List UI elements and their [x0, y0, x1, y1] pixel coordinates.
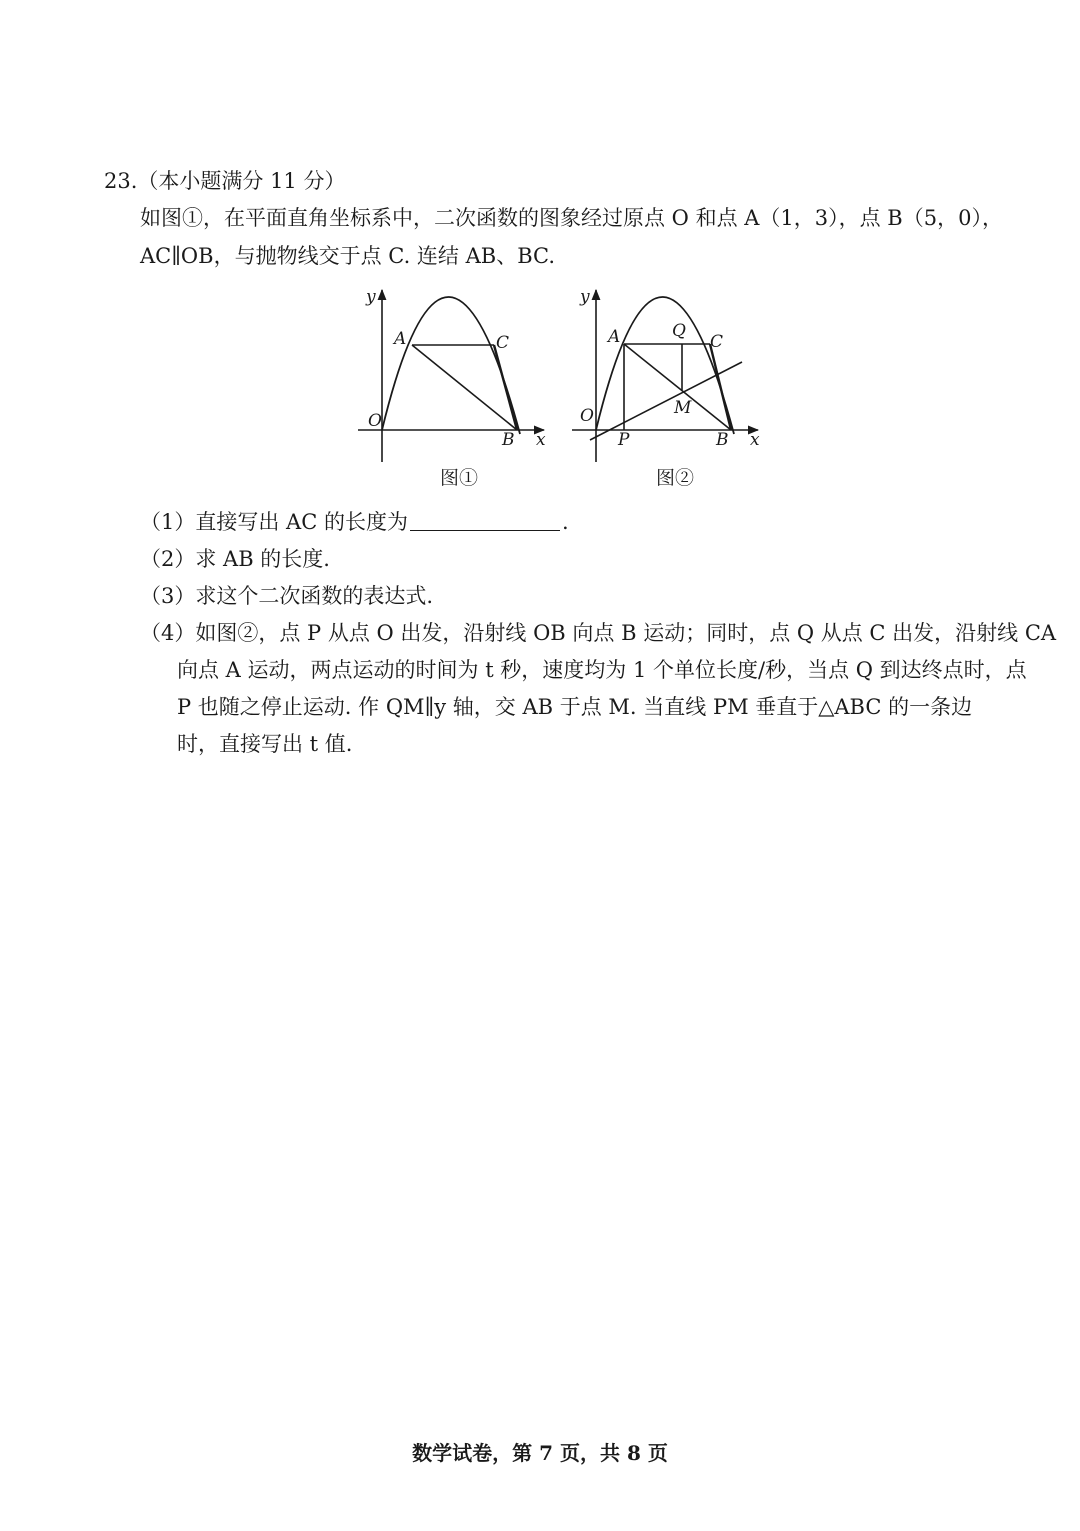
point-b-label: B [716, 430, 729, 450]
question-intro-line-1: 如图①，在平面直角坐标系中，二次函数的图象经过原点 O 和点 A（1，3），点 B（5，0）， [140, 206, 1003, 230]
part-3: （3）求这个二次函数的表达式. [140, 584, 434, 608]
line-pm [590, 362, 742, 440]
point-b-label: B [502, 430, 515, 450]
y-axis-label: y [366, 287, 376, 307]
point-p-label: P [618, 430, 630, 450]
y-axis-label: y [580, 287, 590, 307]
point-a-label: A [608, 327, 621, 347]
figure-2-svg [566, 282, 766, 462]
x-axis-label: x [750, 430, 760, 450]
part-4-line-4: 时，直接写出 t 值. [177, 732, 353, 756]
figure-1-caption: 图① [440, 467, 479, 489]
point-c-label: C [710, 332, 724, 352]
figure-1-svg [352, 282, 552, 462]
question-intro-line-2: AC∥OB，与抛物线交于点 C. 连结 AB、BC. [140, 244, 556, 268]
part-1-text: （1）直接写出 AC 的长度为 [140, 510, 408, 534]
part-1-period: . [561, 510, 569, 534]
part-4-line-1: （4）如图②，点 P 从点 O 出发，沿射线 OB 向点 B 运动；同时，点 Q 从点 C 出发，沿射线 CA [140, 621, 1057, 645]
point-a-label: A [394, 329, 407, 349]
figure-1 [352, 282, 552, 462]
question-header: 23.（本小题满分 11 分） [104, 169, 346, 193]
answer-blank[interactable] [410, 510, 560, 531]
point-m-label: M [674, 398, 692, 418]
segment-ab [412, 345, 517, 430]
page-footer: 数学试卷，第 7 页，共 8 页 [412, 1441, 668, 1465]
segment-bc [710, 344, 731, 430]
parabola-curve [596, 297, 734, 434]
part-4-line-2: 向点 A 运动，两点运动的时间为 t 秒，速度均为 1 个单位长度/秒，当点 Q 到达终点时，点 [177, 658, 1027, 682]
x-axis-label: x [536, 430, 546, 450]
figure-2 [566, 282, 766, 462]
part-1 [140, 507, 569, 537]
point-o-label: O [580, 406, 594, 426]
point-o-label: O [368, 411, 382, 431]
point-c-label: C [496, 333, 510, 353]
point-q-label: Q [672, 321, 686, 341]
figure-2-caption: 图② [656, 467, 695, 489]
segment-bc [494, 345, 517, 430]
part-4-line-3: P 也随之停止运动. 作 QM∥y 轴，交 AB 于点 M. 当直线 PM 垂直于△ABC 的一条边 [177, 695, 973, 719]
part-2: （2）求 AB 的长度. [140, 547, 330, 571]
